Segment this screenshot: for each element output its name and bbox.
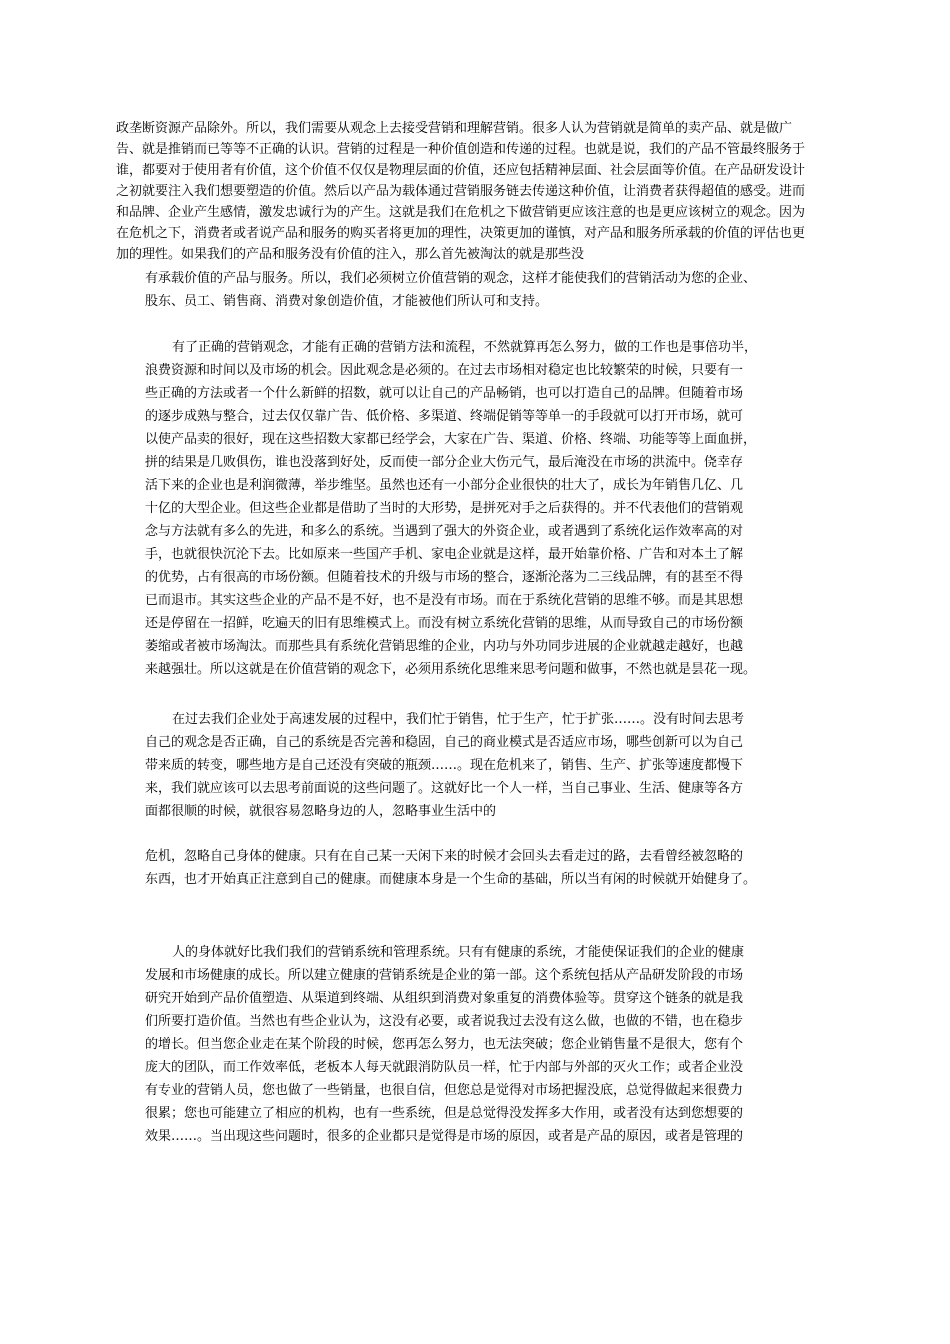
text-line: 们所要打造价值。当然也有些企业认为，这没有必要，或者说我过去没有这么做，也做的不错，也在稳步 xyxy=(145,1014,744,1029)
text-line: 有专业的营销人员，您也做了一些销量，也很自信，但您总是觉得对市场把握没底，总觉得做起来很费力 xyxy=(145,1083,744,1098)
text-line: 十亿的大型企业。但这些企业都是借助了当时的大形势，是拼死对手之后获得的。并不代表他们的营销观 xyxy=(145,501,744,516)
text-line: 的优势，占有很高的市场份额。但随着技术的升级与市场的整合，逐渐沦落为二三线品牌，有的甚至不得 xyxy=(145,570,744,585)
text-line: 告、就是推销而已等等不正确的认识。营销的过程是一种价值创造和传递的过程。也就是说，我们的产品不管最终服务于 xyxy=(116,142,806,157)
text-line: 股东、员工、销售商、消费对象创造价值，才能被他们所认可和支持。 xyxy=(145,294,549,309)
text-line: 谁，都要对于使用者有价值，这个价值不仅仅是物理层面的价值，还应包括精神层面、社会层面等价值。在产品研发设计 xyxy=(116,163,806,178)
text-line: 萎缩或者被市场淘汰。而那些具有系统化营销思维的企业，内功与外功同步进展的企业就越走越好，也越 xyxy=(145,639,744,654)
text-line: 念与方法就有多么的先进，和多么的系统。当遇到了强大的外资企业，或者遇到了系统化运作效率高的对 xyxy=(145,524,744,539)
text-line: 很累；您也可能建立了相应的机构，也有一些系统，但是总觉得没发挥多大作用，或者没有达到您想要的 xyxy=(145,1106,744,1121)
text-line: 浪费资源和时间以及市场的机会。因此观念是必须的。在过去市场相对稳定也比较繁荣的时候，只要有一 xyxy=(145,363,744,378)
text-line: 以使产品卖的很好，现在这些招数大家都已经学会，大家在广告、渠道、价格、终端、功能等等上面血拼， xyxy=(145,432,757,447)
text-line: 手，也就很快沉沦下去。比如原来一些国产手机、家电企业就是这样，最开始靠价格、广告和对本土了解 xyxy=(145,547,744,562)
text-line: 危机，忽略自己身体的健康。只有在自己某一天闲下来的时候才会回头去看走过的路，去看曾经被忽略的 xyxy=(145,849,744,864)
text-line: 有了正确的营销观念，才能有正确的营销方法和流程，不然就算再怎么努力，做的工作也是事倍功半， xyxy=(172,340,758,355)
text-line: 在危机之下，消费者或者说产品和服务的购买者将更加的理性，决策更加的谨慎，对产品和服务所承载的价值的评估也更 xyxy=(116,226,806,241)
text-line: 活下来的企业也是利润微薄，举步维坚。虽然也还有一小部分企业很快的壮大了，成长为年销售几亿、几 xyxy=(145,478,744,493)
text-line: 发展和市场健康的成长。所以建立健康的营销系统是企业的第一部。这个系统包括从产品研发阶段的市场 xyxy=(145,968,744,983)
text-line: 的逐步成熟与整合，过去仅仅靠广告、低价格、多渠道、终端促销等等单一的手段就可以打开市场，就可 xyxy=(145,409,744,424)
text-line: 带来质的转变，哪些地方是自己还没有突破的瓶颈……。现在危机来了，销售、生产、扩张等速度都慢下 xyxy=(145,758,744,773)
text-line: 来越强壮。所以这就是在价值营销的观念下，必须用系统化思维来思考问题和做事，不然也就是昙花一现。 xyxy=(145,662,757,677)
text-line: 之初就要注入我们想要塑造的价值。然后以产品为载体通过营销服务链去传递这种价值，让消费者获得超值的感受。进而 xyxy=(116,184,806,199)
text-line: 的增长。但当您企业走在某个阶段的时候，您再怎么努力，也无法突破；您企业销售量不是很大，您有个 xyxy=(145,1037,744,1052)
text-line: 还是停留在一招鲜，吃遍天的旧有思维模式上。而没有树立系统化营销的思维，从而导致自己的市场份额 xyxy=(145,616,744,631)
text-line: 研究开始到产品价值塑造、从渠道到终端、从组织到消费对象重复的消费体验等。贯穿这个链条的就是我 xyxy=(145,991,744,1006)
text-line: 面都很顺的时候，就很容易忽略身边的人，忽略事业生活中的 xyxy=(145,804,497,819)
text-line: 和品牌、企业产生感情，激发忠诚行为的产生。这就是我们在危机之下做营销更应该注意的也是更应该树立的观念。因为 xyxy=(116,205,806,220)
text-line: 在过去我们企业处于高速发展的过程中，我们忙于销售，忙于生产，忙于扩张……。没有时间去思考 xyxy=(172,712,745,727)
text-line: 已而退市。其实这些企业的产品不是不好，也不是没有市场。而在于系统化营销的思维不够。而是其思想 xyxy=(145,593,744,608)
text-line: 些正确的方法或者一个什么新鲜的招数，就可以让自己的产品畅销，也可以打造自己的品牌。但随着市场 xyxy=(145,386,744,401)
text-line: 效果……。当出现这些问题时，很多的企业都只是觉得是市场的原因，或者是产品的原因，或者是管理的 xyxy=(145,1129,744,1144)
text-line: 东西，也才开始真正注意到自己的健康。而健康本身是一个生命的基础，所以当有闲的时候就开始健身了。 xyxy=(145,872,757,887)
text-line: 有承载价值的产品与服务。所以，我们必须树立价值营销的观念，这样才能使我们的营销活动为您的企业、 xyxy=(145,271,757,286)
text-line: 自己的观念是否正确，自己的系统是否完善和稳固，自己的商业模式是否适应市场，哪些创新可以为自己 xyxy=(145,735,744,750)
text-line: 来，我们就应该可以去思考前面说的这些问题了。这就好比一个人一样，当自己事业、生活、健康等各方 xyxy=(145,781,744,796)
text-line: 政垄断资源产品除外。所以，我们需要从观念上去接受营销和理解营销。很多人认为营销就是简单的卖产品、就是做广 xyxy=(116,121,793,136)
text-line: 加的理性。如果我们的产品和服务没有价值的注入，那么首先被淘汰的就是那些没 xyxy=(116,247,585,262)
text-line: 人的身体就好比我们我们的营销系统和管理系统。只有有健康的系统，才能使保证我们的企业的健康 xyxy=(172,945,745,960)
text-line: 拼的结果是几败俱伤，谁也没落到好处，反而使一部分企业大伤元气，最后淹没在市场的洪流中。侥幸存 xyxy=(145,455,744,470)
text-line: 庞大的团队，而工作效率低，老板本人每天就跟消防队员一样，忙于内部与外部的灭火工作；或者企业没 xyxy=(145,1060,744,1075)
